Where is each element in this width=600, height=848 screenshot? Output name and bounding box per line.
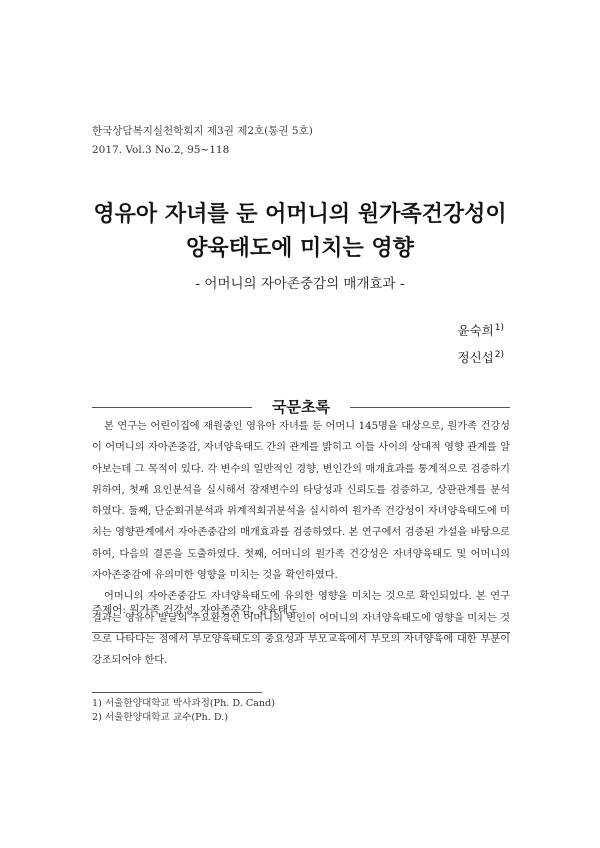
author-footnote-mark: 1) — [494, 323, 504, 333]
author-name: 정신섭 — [457, 350, 494, 366]
journal-name: 한국상담복지실천학회지 제3권 제2호(통권 5호) — [92, 125, 313, 137]
keywords: 주제어: 원가족 건강성, 자아존중감, 양육태도 — [92, 604, 299, 616]
footnote-2: 2) 서울한양대학교 교수(Ph. D.) — [92, 712, 228, 723]
author-2 — [458, 343, 504, 370]
abstract-paragraph: 어머니의 자아존중감도 자녀양육태도에 유의한 영향을 미치는 것으로 확인되었다. 본 연구결과는 영유아 발달의 주요환경인 어머니의 변인이 어머니의 자녀양육태도에 영향을 미치는 것으로 나타다는 점에서 부모양육태도의 중요성과 부모교육에서 부모의 자녀양육에 대한 부분이 강조되어야 한다. — [92, 591, 510, 667]
paper-subtitle: - 어머니의 자아존중감의 매개효과 - — [195, 276, 405, 292]
journal-header — [92, 122, 313, 160]
author-1 — [458, 316, 504, 343]
footnote-divider — [92, 692, 262, 693]
title-block — [0, 198, 600, 292]
author-footnote-mark: 2) — [494, 350, 504, 361]
footnotes — [92, 697, 275, 725]
author-name: 윤숙희 — [457, 323, 494, 339]
paper-title-line-1: 영유아 자녀를 둔 어머니의 원가족건강성이 — [93, 202, 507, 227]
abstract-body — [92, 416, 510, 672]
abstract-heading-row — [92, 396, 510, 418]
author-list — [458, 316, 504, 370]
abstract-heading: 국문초록 — [272, 398, 330, 416]
footnote-1: 1) 서울한양대학교 박사과정(Ph. D. Cand) — [92, 698, 275, 709]
heading-rule-right — [350, 407, 510, 408]
abstract-paragraph: 본 연구는 어린이집에 재원중인 영유아 자녀를 둔 어머니 145명을 대상으로, 원가족 건강성이 어머니의 자아존중감, 자녀양육태도 간의 관계를 밝히고 이들 사이의 상대적 영향 관계를 알아보는데 그 목적이 있다. 각 변수의 일반적인 경향, 변인간의 매개효과를 통계적으로 검증하기 위하여, 첫째 요인분석을 실시해서 잠재변수의 타당성과 신뢰도를 검증하고, 상관관계를 분석하였다. 둘째, 단순회귀분석과 위계적회귀분석을 실시하여 원가족 건강성이 자녀양육태도에 미치는 영향관계에서 자아존중감의 매개효과를 검증하였다. 본 연구에서 검증된 가설을 바탕으로 하여, 다음의 결론을 도출하였다. 첫째, 어머니의 원가족 건강성은 자녀양육태도 및 어머니의 자아존중감에 유의미한 영향을 미치는 것을 확인하였다. — [92, 421, 510, 582]
journal-issue: 2017. Vol.3 No.2, 95∼118 — [92, 144, 230, 156]
keywords-divider — [92, 632, 510, 633]
paper-title-line-2: 양육태도에 미치는 영향 — [186, 236, 414, 261]
